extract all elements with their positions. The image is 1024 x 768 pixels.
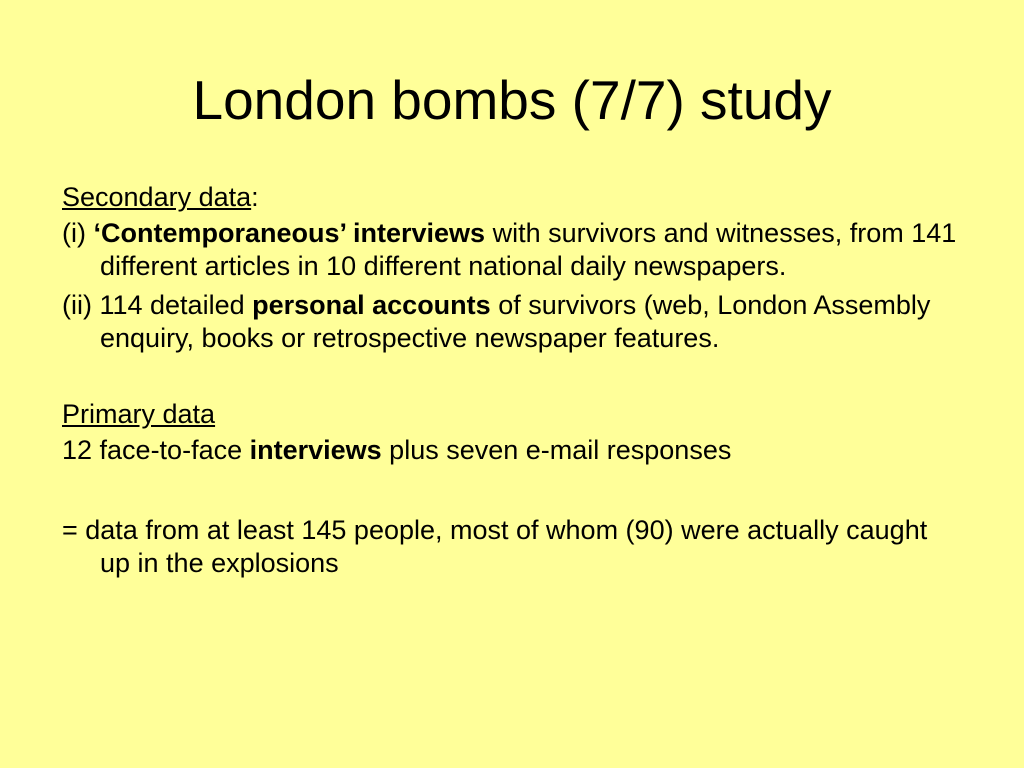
primary-data-heading-text: Primary data: [62, 399, 216, 429]
slide-body: [62, 181, 962, 580]
secondary-item-1-bold: ‘Contemporaneous’ interviews: [93, 218, 486, 248]
secondary-item-2-prefix: (ii) 114 detailed: [62, 290, 253, 320]
secondary-item-2-bold: personal accounts: [252, 290, 491, 320]
secondary-data-heading: [62, 181, 962, 214]
primary-data-line-bold: interviews: [249, 435, 382, 465]
primary-data-heading: [62, 398, 962, 431]
primary-data-line-prefix: 12 face-to-face: [62, 435, 250, 465]
secondary-item-1: [62, 217, 962, 283]
primary-data-line: [62, 434, 962, 467]
secondary-data-heading-colon: :: [251, 182, 259, 212]
summary-line: = data from at least 145 people, most of whom (90) were actually caught up in the explosions: [62, 515, 928, 578]
slide-title: London bombs (7/7) study: [192, 69, 832, 131]
secondary-data-heading-text: Secondary data: [62, 182, 252, 212]
primary-data-line-rest: plus seven e-mail responses: [381, 435, 732, 465]
secondary-item-1-rest: with survivors and witnesses, from 141 different articles in 10 different national daily newspapers.: [100, 218, 957, 281]
secondary-item-2: [62, 289, 962, 355]
secondary-item-2-rest: of survivors (web, London Assembly enquiry, books or retrospective newspaper features.: [100, 290, 931, 353]
secondary-item-1-prefix: (i): [62, 218, 94, 248]
